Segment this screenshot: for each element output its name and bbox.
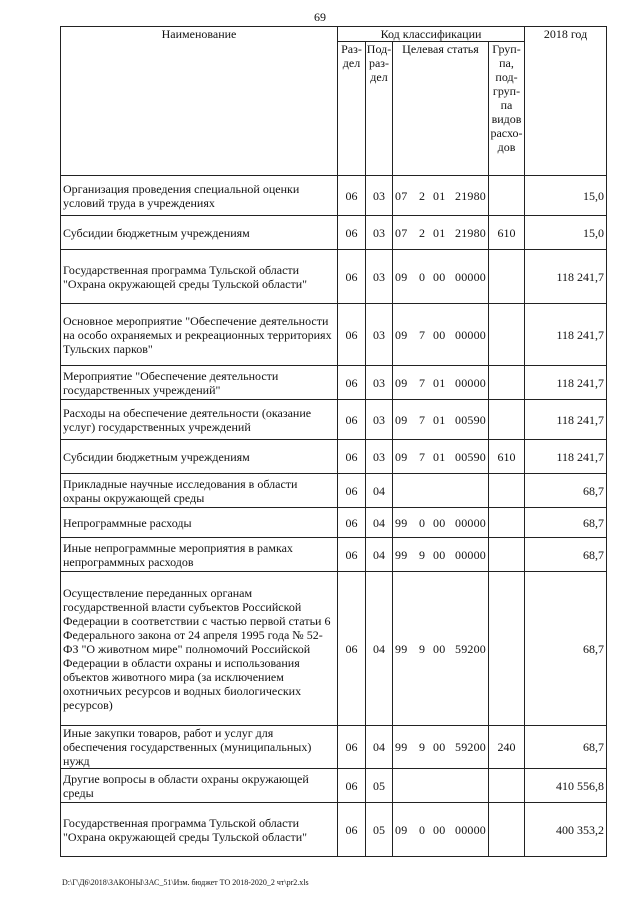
target-part-t1: 09 <box>395 449 408 464</box>
table-header <box>61 27 607 176</box>
row-expense-type <box>489 400 525 440</box>
target-part-t1: 09 <box>395 327 408 342</box>
target-part-t2: 2 <box>419 225 426 240</box>
row-name: Государственная программа Тульской области "Охрана окружающей среды Тульской области" <box>61 803 338 857</box>
row-razdel: 06 <box>338 726 366 769</box>
target-part-t3: 00 <box>433 547 446 562</box>
target-part-t3: 01 <box>433 449 446 464</box>
row-podrazdel: 04 <box>366 726 393 769</box>
table-body <box>61 176 607 857</box>
target-part-t1: 09 <box>395 269 408 284</box>
row-value-2018: 400 353,2 <box>525 803 607 857</box>
target-part-t4: 59200 <box>455 641 486 656</box>
row-target-article <box>393 440 489 474</box>
table-row <box>61 803 607 857</box>
header-code: Код классификации <box>338 27 525 42</box>
row-podrazdel: 03 <box>366 250 393 304</box>
row-razdel: 06 <box>338 769 366 803</box>
row-value-2018: 118 241,7 <box>525 250 607 304</box>
row-target-article <box>393 572 489 726</box>
row-value-2018: 68,7 <box>525 508 607 538</box>
row-podrazdel: 05 <box>366 769 393 803</box>
target-part-t2: 7 <box>419 327 426 342</box>
header-target: Целевая статья <box>393 42 489 176</box>
target-part-t1: 07 <box>395 225 408 240</box>
row-razdel: 06 <box>338 366 366 400</box>
target-part-t3: 01 <box>433 188 446 203</box>
row-value-2018: 68,7 <box>525 538 607 572</box>
target-part-t4: 00000 <box>455 547 486 562</box>
header-section: Раз- дел <box>338 42 366 176</box>
header-year: 2018 год <box>525 27 607 176</box>
row-razdel: 06 <box>338 176 366 216</box>
row-target-article <box>393 474 489 508</box>
target-part-t4: 00000 <box>455 515 486 530</box>
row-target-article <box>393 250 489 304</box>
row-target-article <box>393 400 489 440</box>
row-expense-type <box>489 176 525 216</box>
row-value-2018: 68,7 <box>525 474 607 508</box>
row-target-article <box>393 216 489 250</box>
row-name: Основное мероприятие "Обеспечение деятельности на особо охраняемых и рекреационных территориях Тульских парков" <box>61 304 338 366</box>
row-name: Прикладные научные исследования в области охраны окружающей среды <box>61 474 338 508</box>
row-expense-type <box>489 803 525 857</box>
row-name: Субсидии бюджетным учреждениям <box>61 216 338 250</box>
row-target-article <box>393 366 489 400</box>
target-part-t2: 7 <box>419 412 426 427</box>
target-part-t3: 00 <box>433 822 446 837</box>
target-part-t1: 99 <box>395 547 408 562</box>
target-part-t3: 01 <box>433 412 446 427</box>
target-part-t4: 00000 <box>455 269 486 284</box>
row-expense-type <box>489 366 525 400</box>
target-part-t1: 09 <box>395 412 408 427</box>
table-row <box>61 216 607 250</box>
header-name: Наименование <box>61 27 338 176</box>
target-part-t2: 9 <box>419 547 426 562</box>
header-subsection: Под- раз- дел <box>366 42 393 176</box>
row-podrazdel: 03 <box>366 366 393 400</box>
target-part-t2: 7 <box>419 375 426 390</box>
row-expense-type: 610 <box>489 440 525 474</box>
row-target-article <box>393 176 489 216</box>
target-part-t2: 0 <box>419 822 426 837</box>
row-razdel: 06 <box>338 216 366 250</box>
target-part-t4: 00000 <box>455 822 486 837</box>
row-razdel: 06 <box>338 250 366 304</box>
target-part-t4: 00000 <box>455 327 486 342</box>
row-name: Иные закупки товаров, работ и услуг для обеспечения государственных (муниципальных) нужд <box>61 726 338 769</box>
row-value-2018: 118 241,7 <box>525 400 607 440</box>
row-value-2018: 68,7 <box>525 726 607 769</box>
target-part-t2: 9 <box>419 740 426 754</box>
table-row <box>61 726 607 769</box>
row-razdel: 06 <box>338 400 366 440</box>
table-row <box>61 176 607 216</box>
row-value-2018: 15,0 <box>525 216 607 250</box>
row-podrazdel: 04 <box>366 538 393 572</box>
target-part-t2: 0 <box>419 515 426 530</box>
row-value-2018: 68,7 <box>525 572 607 726</box>
row-razdel: 06 <box>338 474 366 508</box>
header-group: Груп- па, под- груп- па видов расхо- дов <box>489 42 525 176</box>
row-razdel: 06 <box>338 538 366 572</box>
row-podrazdel: 04 <box>366 508 393 538</box>
target-part-t1: 99 <box>395 740 408 754</box>
row-target-article <box>393 769 489 803</box>
table-row <box>61 440 607 474</box>
row-value-2018: 15,0 <box>525 176 607 216</box>
row-razdel: 06 <box>338 440 366 474</box>
budget-table <box>60 26 607 857</box>
target-part-t3: 00 <box>433 641 446 656</box>
table-row <box>61 572 607 726</box>
row-target-article <box>393 508 489 538</box>
target-part-t3: 00 <box>433 515 446 530</box>
row-value-2018: 118 241,7 <box>525 440 607 474</box>
row-expense-type <box>489 250 525 304</box>
row-podrazdel: 04 <box>366 474 393 508</box>
target-part-t2: 0 <box>419 269 426 284</box>
row-razdel: 06 <box>338 803 366 857</box>
row-expense-type <box>489 304 525 366</box>
row-podrazdel: 03 <box>366 304 393 366</box>
row-target-article <box>393 538 489 572</box>
row-target-article <box>393 726 489 769</box>
row-podrazdel: 05 <box>366 803 393 857</box>
table-row <box>61 400 607 440</box>
target-part-t3: 00 <box>433 269 446 284</box>
row-name: Расходы на обеспечение деятельности (оказание услуг) государственных учреждений <box>61 400 338 440</box>
target-part-t3: 01 <box>433 225 446 240</box>
row-name: Другие вопросы в области охраны окружающей среды <box>61 769 338 803</box>
row-expense-type: 240 <box>489 726 525 769</box>
target-part-t4: 00000 <box>455 375 486 390</box>
row-target-article <box>393 803 489 857</box>
row-name: Непрограммные расходы <box>61 508 338 538</box>
row-value-2018: 118 241,7 <box>525 366 607 400</box>
row-name: Организация проведения специальной оценки условий труда в учреждениях <box>61 176 338 216</box>
target-part-t4: 21980 <box>455 225 486 240</box>
row-expense-type <box>489 508 525 538</box>
target-part-t4: 59200 <box>455 740 486 754</box>
target-part-t3: 00 <box>433 327 446 342</box>
target-part-t1: 99 <box>395 641 408 656</box>
table-row <box>61 366 607 400</box>
row-expense-type <box>489 769 525 803</box>
table-row <box>61 538 607 572</box>
target-part-t3: 00 <box>433 740 446 754</box>
row-podrazdel: 03 <box>366 440 393 474</box>
row-podrazdel: 03 <box>366 176 393 216</box>
footer-path: D:\Г\Д6\2018\ЗАКОНЫ\ЗАС_51\Изм. бюджет ТО 2018-2020_2 чт\pr2.xls <box>62 878 309 887</box>
row-podrazdel: 03 <box>366 216 393 250</box>
target-part-t4: 00590 <box>455 449 486 464</box>
target-part-t3: 01 <box>433 375 446 390</box>
row-podrazdel: 03 <box>366 400 393 440</box>
table-row <box>61 508 607 538</box>
table-row <box>61 304 607 366</box>
row-expense-type: 610 <box>489 216 525 250</box>
row-expense-type <box>489 538 525 572</box>
target-part-t4: 00590 <box>455 412 486 427</box>
row-name: Государственная программа Тульской области "Охрана окружающей среды Тульской области" <box>61 250 338 304</box>
target-part-t1: 07 <box>395 188 408 203</box>
target-part-t1: 09 <box>395 375 408 390</box>
target-part-t4: 21980 <box>455 188 486 203</box>
table-row <box>61 474 607 508</box>
row-razdel: 06 <box>338 304 366 366</box>
row-name: Осуществление переданных органам государственной власти субъектов Российской Федерации в соответствии с частью первой статьи 6 Федерального закона от 24 апреля 1995 года № 52-ФЗ "О животном мире" полномочий Российской Федерации в области охраны и использования объектов животного мира (за исключением охотничьих ресурсов и водных биологических ресурсов) <box>61 572 338 726</box>
target-part-t1: 99 <box>395 515 408 530</box>
row-expense-type <box>489 474 525 508</box>
target-part-t2: 2 <box>419 188 426 203</box>
row-name: Иные непрограммные мероприятия в рамках непрограммных расходов <box>61 538 338 572</box>
row-expense-type <box>489 572 525 726</box>
row-value-2018: 118 241,7 <box>525 304 607 366</box>
row-razdel: 06 <box>338 508 366 538</box>
row-target-article <box>393 304 489 366</box>
table-row <box>61 250 607 304</box>
row-name: Субсидии бюджетным учреждениям <box>61 440 338 474</box>
row-name: Мероприятие "Обеспечение деятельности государственных учреждений" <box>61 366 338 400</box>
row-podrazdel: 04 <box>366 572 393 726</box>
target-part-t1: 09 <box>395 822 408 837</box>
row-value-2018: 410 556,8 <box>525 769 607 803</box>
target-part-t2: 9 <box>419 641 426 656</box>
page-number: 69 <box>314 10 326 24</box>
table-row <box>61 769 607 803</box>
target-part-t2: 7 <box>419 449 426 464</box>
row-razdel: 06 <box>338 572 366 726</box>
